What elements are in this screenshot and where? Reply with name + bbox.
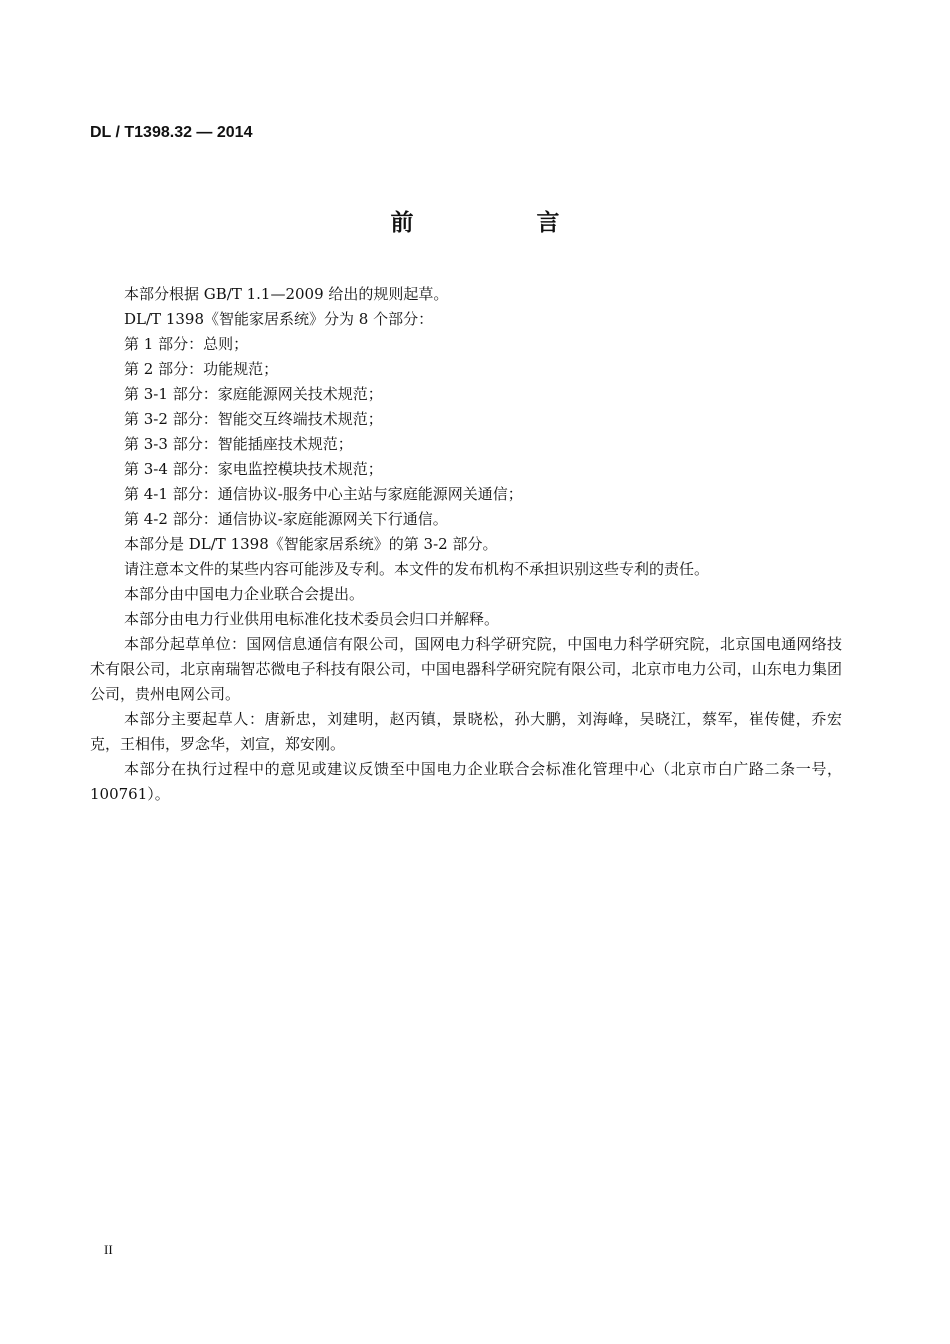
document-code: DL / T1398.32 — 2014: [90, 124, 253, 141]
paragraph: 第 3-1 部分：家庭能源网关技术规范；: [124, 385, 383, 403]
paragraph: 第 1 部分：总则；: [124, 335, 249, 353]
page-number: II: [104, 1242, 113, 1257]
paragraph: 第 4-2 部分：通信协议-家庭能源网关下行通信。: [124, 510, 448, 528]
page-title: 前 言: [390, 210, 610, 236]
paragraph: 本部分根据 GB/T 1.1—2009 给出的规则起草。: [124, 285, 449, 303]
paragraph: 第 3-2 部分：智能交互终端技术规范；: [124, 410, 383, 428]
paragraph: 第 2 部分：功能规范；: [124, 360, 279, 378]
paragraph: 本部分是 DL/T 1398《智能家居系统》的第 3-2 部分。: [124, 535, 498, 553]
paragraph: 本部分在执行过程中的意见或建议反馈至中国电力企业联合会标准化管理中心（北京市白广路二条一号，100761）。: [90, 760, 842, 803]
paragraph: 第 3-4 部分：家电监控模块技术规范；: [124, 460, 383, 478]
paragraph: 本部分由电力行业供用电标准化技术委员会归口并解释。: [124, 610, 500, 628]
body-text: [90, 282, 842, 807]
paragraph: 第 4-1 部分：通信协议-服务中心主站与家庭能源网关通信；: [124, 485, 523, 503]
paragraph: DL/T 1398《智能家居系统》分为 8 个部分：: [124, 310, 434, 328]
paragraph: 本部分主要起草人：唐新忠，刘建明，赵丙镇，景晓松，孙大鹏，刘海峰，吴晓江，蔡军，崔传健，乔宏克，王相伟，罗念华，刘宣，郑安刚。: [90, 710, 842, 753]
paragraph: 第 3-3 部分：智能插座技术规范；: [124, 435, 353, 453]
paragraph: 本部分由中国电力企业联合会提出。: [124, 585, 365, 603]
paragraph: 本部分起草单位：国网信息通信有限公司，国网电力科学研究院，中国电力科学研究院，北京国电通网络技术有限公司，北京南瑞智芯微电子科技有限公司，中国电器科学研究院有限公司，北京市电力公司，山东电力集团公司，贵州电网公司。: [90, 635, 842, 703]
paragraph: 请注意本文件的某些内容可能涉及专利。本文件的发布机构不承担识别这些专利的责任。: [124, 560, 710, 578]
